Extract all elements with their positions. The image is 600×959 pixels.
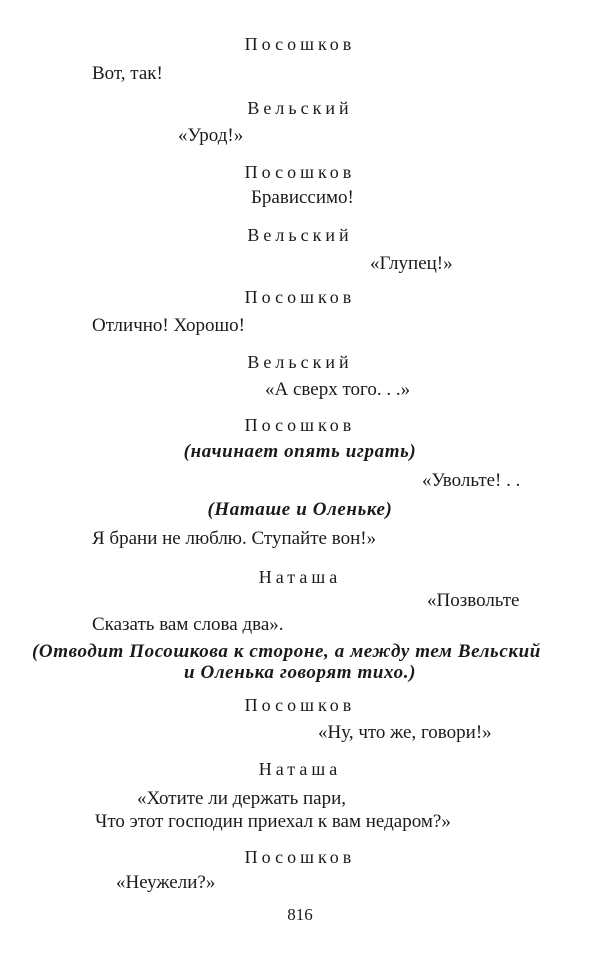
dialogue-line: Сказать вам слова два». — [92, 614, 284, 635]
dialogue-line: «Позвольте — [427, 590, 520, 611]
speaker-name: Посошков — [244, 847, 356, 867]
stage-direction: и Оленька говорят тихо.) — [183, 662, 417, 683]
dialogue-line: Вот, так! — [92, 63, 163, 84]
dialogue-line: Отлично! Хорошо! — [92, 315, 245, 336]
dialogue-line: «Хотите ли держать пари, — [137, 788, 347, 809]
speaker-name: Вельский — [247, 225, 353, 245]
dialogue-line: Я брани не люблю. Ступайте вон!» — [92, 528, 377, 549]
dialogue-line: «Ну, что же, говори!» — [318, 722, 492, 743]
stage-direction: (Наташе и Оленьке) — [207, 499, 393, 520]
speaker-name: Наташа — [258, 759, 342, 779]
dialogue-line: «А сверх того. . .» — [265, 379, 411, 400]
stage-direction: (начинает опять играть) — [183, 441, 417, 462]
page-number: 816 — [287, 905, 313, 924]
dialogue-line: «Неужели?» — [116, 872, 216, 893]
speaker-name: Вельский — [247, 98, 353, 118]
speaker-name: Посошков — [244, 162, 356, 182]
speaker-name: Посошков — [244, 34, 356, 54]
speaker-name: Вельский — [247, 352, 353, 372]
speaker-name: Посошков — [244, 287, 356, 307]
dialogue-line: «Глупец!» — [370, 253, 453, 274]
dialogue-line: «Урод!» — [178, 125, 244, 146]
speaker-name: Наташа — [258, 567, 342, 587]
dialogue-line: Брависсимо! — [251, 187, 354, 208]
stage-direction: (Отводит Посошкова к стороне, а между тем Вельский — [32, 641, 541, 662]
dialogue-line: «Увольте! . . — [422, 470, 521, 491]
speaker-name: Посошков — [244, 695, 356, 715]
speaker-name: Посошков — [244, 415, 356, 435]
dialogue-line: Что этот господин приехал к вам недаром?» — [95, 811, 451, 832]
